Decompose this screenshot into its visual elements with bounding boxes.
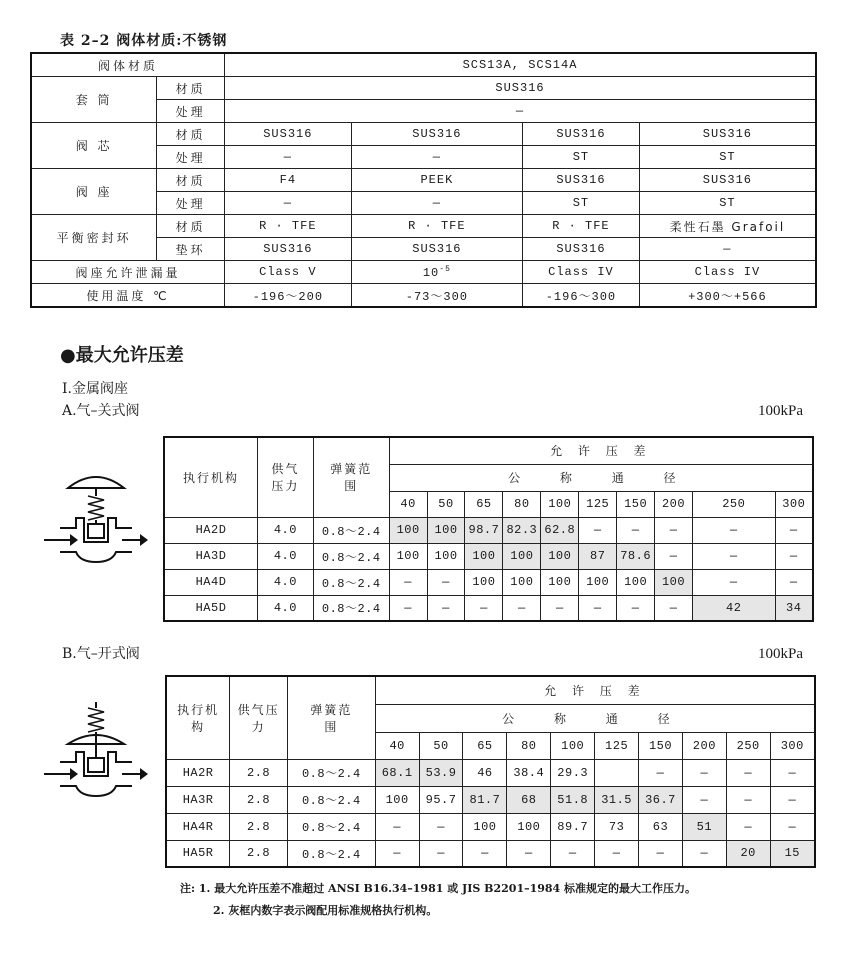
temperature-row: [31, 284, 816, 308]
seat-material-cell: SUS316: [639, 169, 816, 192]
tableA-col-supply: 供气压力: [258, 437, 314, 517]
tableA-title: A.气–关式阀: [62, 403, 140, 419]
flow-arrow-icon: [70, 534, 78, 546]
diaphragm-icon: [68, 477, 124, 488]
pressure-value-cell: —: [639, 840, 683, 867]
balance-ring-material-cell: R · TFE: [351, 215, 522, 238]
size-header: 50: [419, 732, 463, 759]
pressure-value-cell: 95.7: [419, 786, 463, 813]
pressure-value-cell: 98.7: [465, 517, 503, 543]
tableA-unit: 100kPa: [758, 403, 803, 419]
material-table: [30, 52, 817, 308]
pressure-value-cell: 100: [541, 569, 579, 595]
pressure-value-cell: 100: [389, 543, 427, 569]
pressure-value-cell: —: [375, 840, 419, 867]
supply-pressure-cell: 2.8: [230, 813, 288, 840]
plug-material-cell: SUS316: [639, 123, 816, 146]
body-material-row: [31, 53, 816, 77]
pressure-value-cell: 62.8: [541, 517, 579, 543]
pressure-value-cell: 42: [692, 595, 775, 621]
actuator-cell: HA3R: [166, 786, 230, 813]
seat-treatment-cell: —: [225, 192, 352, 215]
supply-pressure-cell: 4.0: [258, 543, 314, 569]
table-row: [166, 759, 815, 786]
pressure-value-cell: 100: [463, 813, 507, 840]
actuator-cell: HA4R: [166, 813, 230, 840]
temperature-cell: -73～300: [351, 284, 522, 308]
pressure-value-cell: [595, 759, 639, 786]
pressure-value-cell: 100: [503, 543, 541, 569]
pressure-value-cell: —: [579, 595, 617, 621]
leakage-label: 阀座允许泄漏量: [31, 261, 225, 284]
tableB-col-actuator: 执行机构: [166, 676, 230, 759]
section-heading: ●最大允许压差: [60, 345, 184, 366]
pressure-value-cell: 100: [465, 569, 503, 595]
table-row: [164, 569, 813, 595]
plug-treatment-label: 处理: [157, 146, 225, 169]
size-header: 65: [463, 732, 507, 759]
size-header: 300: [775, 491, 813, 517]
size-header: 100: [541, 491, 579, 517]
table-row: [166, 840, 815, 867]
plug-treatment-cell: —: [225, 146, 352, 169]
supply-pressure-cell: 2.8: [230, 840, 288, 867]
pressure-value-cell: 100: [617, 569, 655, 595]
pressure-value-cell: —: [775, 543, 813, 569]
supply-pressure-cell: 4.0: [258, 517, 314, 543]
seat-treatment-label: 处理: [157, 192, 225, 215]
size-header: 50: [427, 491, 465, 517]
leakage-cell: Class IV: [523, 261, 640, 284]
valve-plug-icon: [88, 524, 104, 538]
pressure-value-cell: —: [419, 840, 463, 867]
valve-plug-icon: [88, 758, 104, 772]
pressure-value-cell: —: [541, 595, 579, 621]
leakage-cell: Class IV: [639, 261, 816, 284]
pressure-value-cell: —: [551, 840, 595, 867]
pressure-value-cell: 53.9: [419, 759, 463, 786]
pressure-value-cell: 100: [389, 517, 427, 543]
seat-treatment-cell: ST: [523, 192, 640, 215]
pressure-value-cell: —: [595, 840, 639, 867]
pressure-value-cell: 73: [595, 813, 639, 840]
supply-pressure-cell: 4.0: [258, 595, 314, 621]
pressure-value-cell: —: [389, 595, 427, 621]
actuator-cell: HA3D: [164, 543, 258, 569]
tableA-col-nominal: 公 称 通 径: [389, 464, 813, 491]
air-to-close-valve-diagram: [40, 466, 152, 578]
pressure-value-cell: 38.4: [507, 759, 551, 786]
plug-material-cell: SUS316: [351, 123, 522, 146]
pressure-value-cell: 100: [507, 813, 551, 840]
pressure-value-cell: —: [770, 813, 815, 840]
balance-ring-material-row: [31, 215, 816, 238]
pressure-value-cell: 46: [463, 759, 507, 786]
pressure-value-cell: —: [579, 517, 617, 543]
pressure-value-cell: —: [655, 517, 693, 543]
actuator-cell: HA5D: [164, 595, 258, 621]
sleeve-material-label: 材质: [157, 77, 225, 100]
tableB-unit: 100kPa: [758, 646, 803, 662]
note-2: 2. 灰框内数字表示阀配用标准规格执行机构。: [213, 904, 438, 917]
table-row: [166, 786, 815, 813]
plug-treatment-cell: —: [351, 146, 522, 169]
temperature-cell: +300～+566: [639, 284, 816, 308]
body-material-value: SCS13A, SCS14A: [225, 53, 817, 77]
pressure-value-cell: 68: [507, 786, 551, 813]
actuator-cell: HA2R: [166, 759, 230, 786]
actuator-cell: HA4D: [164, 569, 258, 595]
size-header: 150: [639, 732, 683, 759]
pressure-value-cell: 29.3: [551, 759, 595, 786]
subheading: I.金属阀座: [62, 381, 128, 397]
pressure-value-cell: —: [726, 813, 770, 840]
pressure-value-cell: —: [775, 569, 813, 595]
tableA-header-row: [164, 437, 813, 464]
balance-ring-material-cell: 柔性石墨 Grafoil: [639, 215, 816, 238]
pressure-value-cell: —: [375, 813, 419, 840]
pressure-value-cell: —: [682, 786, 726, 813]
pressure-value-cell: 31.5: [595, 786, 639, 813]
air-to-open-valve-diagram: [40, 700, 152, 812]
pressure-value-cell: 20: [726, 840, 770, 867]
pressure-value-cell: 87: [579, 543, 617, 569]
pressure-value-cell: —: [655, 595, 693, 621]
spring-range-cell: 0.8～2.4: [313, 569, 389, 595]
flow-arrow-icon: [70, 768, 78, 780]
temperature-cell: -196～200: [225, 284, 352, 308]
size-header: 250: [726, 732, 770, 759]
size-header: 200: [655, 491, 693, 517]
table-row: [164, 543, 813, 569]
pressure-value-cell: 81.7: [463, 786, 507, 813]
seat-label: 阀 座: [31, 169, 157, 215]
tableB-title: B.气–开式阀: [62, 646, 140, 662]
pressure-value-cell: —: [503, 595, 541, 621]
tableB-col-spring: 弹簧范围: [287, 676, 375, 759]
spring-range-cell: 0.8～2.4: [313, 595, 389, 621]
pressure-value-cell: —: [655, 543, 693, 569]
pressure-value-cell: —: [389, 569, 427, 595]
seat-material-cell: SUS316: [523, 169, 640, 192]
size-header: 40: [389, 491, 427, 517]
leakage-cell: [351, 261, 522, 284]
pressure-value-cell: —: [692, 569, 775, 595]
leakage-cell: Class V: [225, 261, 352, 284]
temperature-cell: -196～300: [523, 284, 640, 308]
sleeve-material-row: [31, 77, 816, 100]
pressure-value-cell: —: [726, 759, 770, 786]
table-row: [164, 595, 813, 621]
temperature-label: 使用温度 ℃: [31, 284, 225, 308]
spring-range-cell: 0.8～2.4: [313, 517, 389, 543]
balance-ring-label: 平衡密封环: [31, 215, 157, 261]
spring-icon: [88, 496, 104, 520]
body-material-label: 阀体材质: [31, 53, 225, 77]
size-header: 200: [682, 732, 726, 759]
size-header: 250: [692, 491, 775, 517]
size-header: 300: [770, 732, 815, 759]
tableB-col-supply: 供气压力: [230, 676, 288, 759]
sleeve-treatment-value: —: [225, 100, 817, 123]
pressure-value-cell: 89.7: [551, 813, 595, 840]
pressure-value-cell: 36.7: [639, 786, 683, 813]
pressure-value-cell: 100: [541, 543, 579, 569]
spring-range-cell: 0.8～2.4: [287, 840, 375, 867]
pressure-value-cell: —: [465, 595, 503, 621]
seat-treatment-cell: ST: [639, 192, 816, 215]
plug-label: 阀 芯: [31, 123, 157, 169]
pressure-value-cell: —: [427, 595, 465, 621]
actuator-cell: HA5R: [166, 840, 230, 867]
spring-range-cell: 0.8～2.4: [287, 786, 375, 813]
balance-ring-material-label: 材质: [157, 215, 225, 238]
pressure-value-cell: —: [507, 840, 551, 867]
pressure-value-cell: —: [427, 569, 465, 595]
pressure-value-cell: —: [419, 813, 463, 840]
balance-ring-material-cell: R · TFE: [225, 215, 352, 238]
table1-caption: 表 2–2 阀体材质:不锈钢: [60, 33, 228, 49]
balance-ring-gasket-cell: SUS316: [523, 238, 640, 261]
tableA-col-spring: 弹簧范围: [313, 437, 389, 517]
leakage-exponent: -5: [439, 264, 451, 274]
leakage-row: [31, 261, 816, 284]
pressure-value-cell: 100: [427, 517, 465, 543]
seat-material-cell: F4: [225, 169, 352, 192]
pressure-value-cell: —: [770, 759, 815, 786]
seat-material-label: 材质: [157, 169, 225, 192]
flow-arrow-icon: [140, 534, 148, 546]
size-header: 100: [551, 732, 595, 759]
balance-ring-gasket-cell: SUS316: [225, 238, 352, 261]
seat-material-cell: PEEK: [351, 169, 522, 192]
table-row: [166, 813, 815, 840]
seat-treatment-cell: —: [351, 192, 522, 215]
size-header: 125: [579, 491, 617, 517]
supply-pressure-cell: 2.8: [230, 759, 288, 786]
tableB-col-allowable: 允 许 压 差: [375, 676, 815, 704]
plug-treatment-cell: ST: [639, 146, 816, 169]
pressure-value-cell: 78.6: [617, 543, 655, 569]
pressure-value-cell: 51: [682, 813, 726, 840]
pressure-value-cell: —: [775, 517, 813, 543]
size-header: 65: [465, 491, 503, 517]
sleeve-treatment-label: 处理: [157, 100, 225, 123]
balance-ring-gasket-cell: —: [639, 238, 816, 261]
pressure-value-cell: —: [692, 517, 775, 543]
size-header: 150: [617, 491, 655, 517]
pressure-value-cell: 100: [503, 569, 541, 595]
pressure-value-cell: —: [726, 786, 770, 813]
flow-arrow-icon: [140, 768, 148, 780]
balance-ring-gasket-label: 垫环: [157, 238, 225, 261]
spring-range-cell: 0.8～2.4: [313, 543, 389, 569]
supply-pressure-cell: 2.8: [230, 786, 288, 813]
plug-material-cell: SUS316: [523, 123, 640, 146]
tableB: [165, 675, 816, 868]
balance-ring-gasket-cell: SUS316: [351, 238, 522, 261]
leakage-base: 10: [422, 265, 440, 280]
pressure-value-cell: —: [682, 840, 726, 867]
size-header: 80: [503, 491, 541, 517]
sleeve-material-value: SUS316: [225, 77, 817, 100]
pressure-value-cell: 63: [639, 813, 683, 840]
size-header: 80: [507, 732, 551, 759]
sleeve-label: 套 筒: [31, 77, 157, 123]
pressure-value-cell: 100: [579, 569, 617, 595]
pressure-value-cell: 100: [465, 543, 503, 569]
spring-range-cell: 0.8～2.4: [287, 813, 375, 840]
actuator-cell: HA2D: [164, 517, 258, 543]
pressure-value-cell: 82.3: [503, 517, 541, 543]
pressure-value-cell: —: [639, 759, 683, 786]
pressure-value-cell: —: [617, 595, 655, 621]
pressure-value-cell: —: [682, 759, 726, 786]
balance-ring-material-cell: R · TFE: [523, 215, 640, 238]
plug-material-row: [31, 123, 816, 146]
pressure-value-cell: —: [463, 840, 507, 867]
note-1: 注: 1. 最大允许压差不准超过 ANSI B16.34–1981 或 JIS B2201–1984 标准规定的最大工作压力。: [180, 882, 697, 895]
pressure-value-cell: 100: [655, 569, 693, 595]
tableB-col-nominal: 公 称 通 径: [375, 704, 815, 732]
size-header: 40: [375, 732, 419, 759]
supply-pressure-cell: 4.0: [258, 569, 314, 595]
spring-range-cell: 0.8～2.4: [287, 759, 375, 786]
tableA-col-allowable: 允 许 压 差: [389, 437, 813, 464]
pressure-value-cell: 68.1: [375, 759, 419, 786]
plug-material-cell: SUS316: [225, 123, 352, 146]
pressure-value-cell: —: [617, 517, 655, 543]
size-header: 125: [595, 732, 639, 759]
tableA-col-actuator: 执行机构: [164, 437, 258, 517]
pressure-value-cell: 15: [770, 840, 815, 867]
table-row: [164, 517, 813, 543]
pressure-value-cell: 100: [375, 786, 419, 813]
pressure-value-cell: 100: [427, 543, 465, 569]
seat-material-row: [31, 169, 816, 192]
tableB-header-row: [166, 676, 815, 704]
pressure-value-cell: 34: [775, 595, 813, 621]
spring-icon: [88, 708, 104, 732]
plug-treatment-cell: ST: [523, 146, 640, 169]
tableA: [163, 436, 814, 622]
plug-material-label: 材质: [157, 123, 225, 146]
pressure-value-cell: —: [770, 786, 815, 813]
pressure-value-cell: —: [692, 543, 775, 569]
pressure-value-cell: 51.8: [551, 786, 595, 813]
